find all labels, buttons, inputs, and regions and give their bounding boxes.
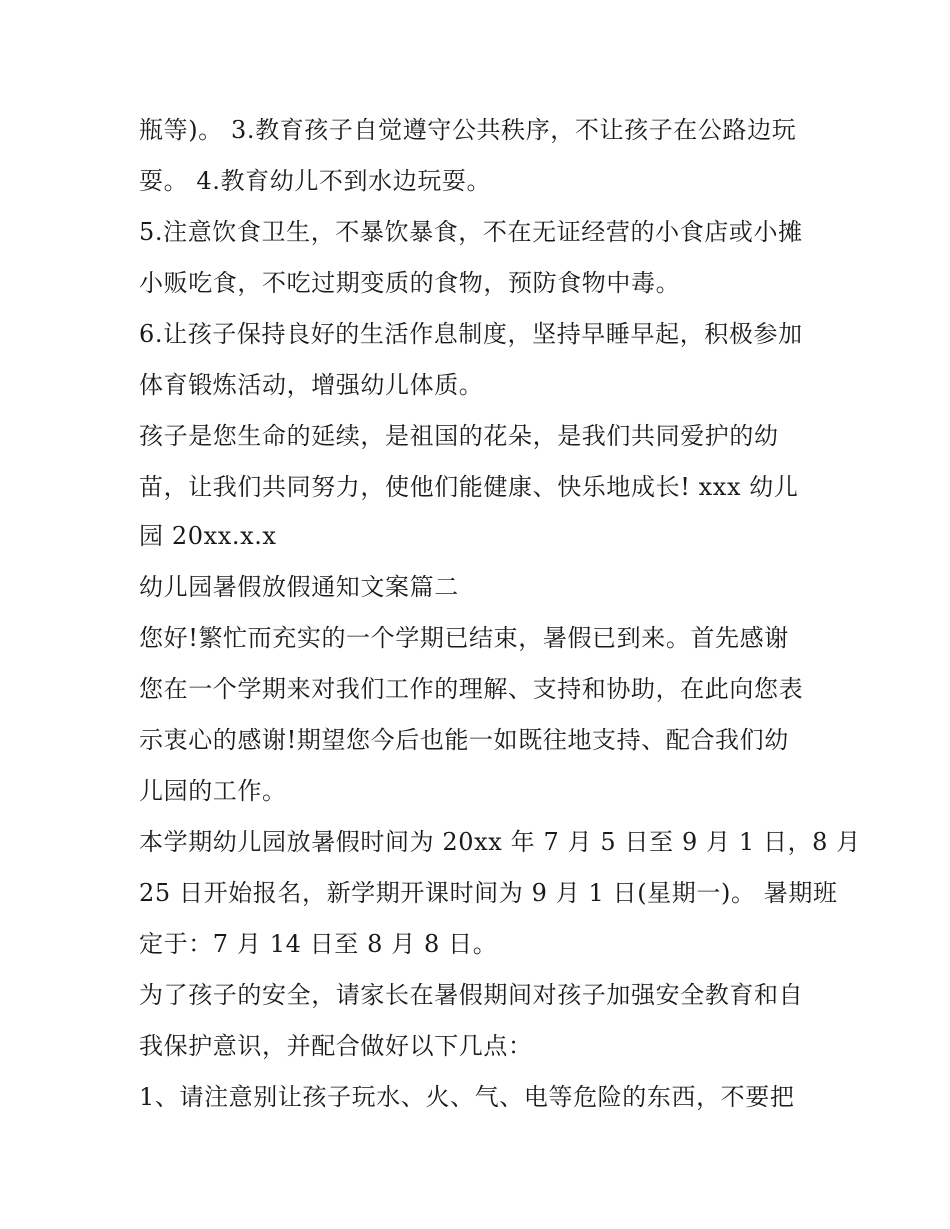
- text-line: 苗，让我们共同努力，使他们能健康、快乐地成长! xxx 幼儿: [139, 473, 799, 501]
- text-line: 示衷心的感谢!期望您今后也能一如既往地支持、配合我们幼: [139, 726, 789, 754]
- text-line: 园 20xx.x.x: [139, 522, 277, 550]
- text-line: 5.注意饮食卫生，不暴饮暴食，不在无证经营的小食店或小摊: [139, 218, 803, 246]
- text-line: 25 日开始报名，新学期开课时间为 9 月 1 日(星期一)。 暑期班: [139, 879, 838, 907]
- text-line: 小贩吃食，不吃过期变质的食物，预防食物中毒。: [139, 269, 681, 297]
- text-line: 您在一个学期来对我们工作的理解、支持和协助，在此向您表: [139, 675, 804, 703]
- text-line: 定于：7 月 14 日至 8 月 8 日。: [139, 930, 498, 958]
- text-line: 本学期幼儿园放暑假时间为 20xx 年 7 月 5 日至 9 月 1 日，8 月: [139, 828, 861, 856]
- text-line: 耍。 4.教育幼儿不到水边玩耍。: [139, 167, 492, 195]
- text-line: 儿园的工作。: [139, 777, 287, 805]
- text-line: 孩子是您生命的延续，是祖国的花朵，是我们共同爱护的幼: [139, 422, 779, 450]
- text-line: 体育锻炼活动，增强幼儿体质。: [139, 371, 484, 399]
- text-line: 您好!繁忙而充实的一个学期已结束，暑假已到来。首先感谢: [139, 624, 789, 652]
- text-line: 6.让孩子保持良好的生活作息制度，坚持早睡早起，积极参加: [139, 320, 803, 348]
- text-line: 1、请注意别让孩子玩水、火、气、电等危险的东西，不要把: [139, 1083, 795, 1111]
- text-line: 我保护意识，并配合做好以下几点：: [139, 1032, 533, 1060]
- section-heading: 幼儿园暑假放假通知文案篇二: [139, 573, 459, 601]
- text-line: 瓶等)。 3.教育孩子自觉遵守公共秩序，不让孩子在公路边玩: [139, 116, 797, 144]
- text-line: 为了孩子的安全，请家长在暑假期间对孩子加强安全教育和自: [139, 981, 804, 1009]
